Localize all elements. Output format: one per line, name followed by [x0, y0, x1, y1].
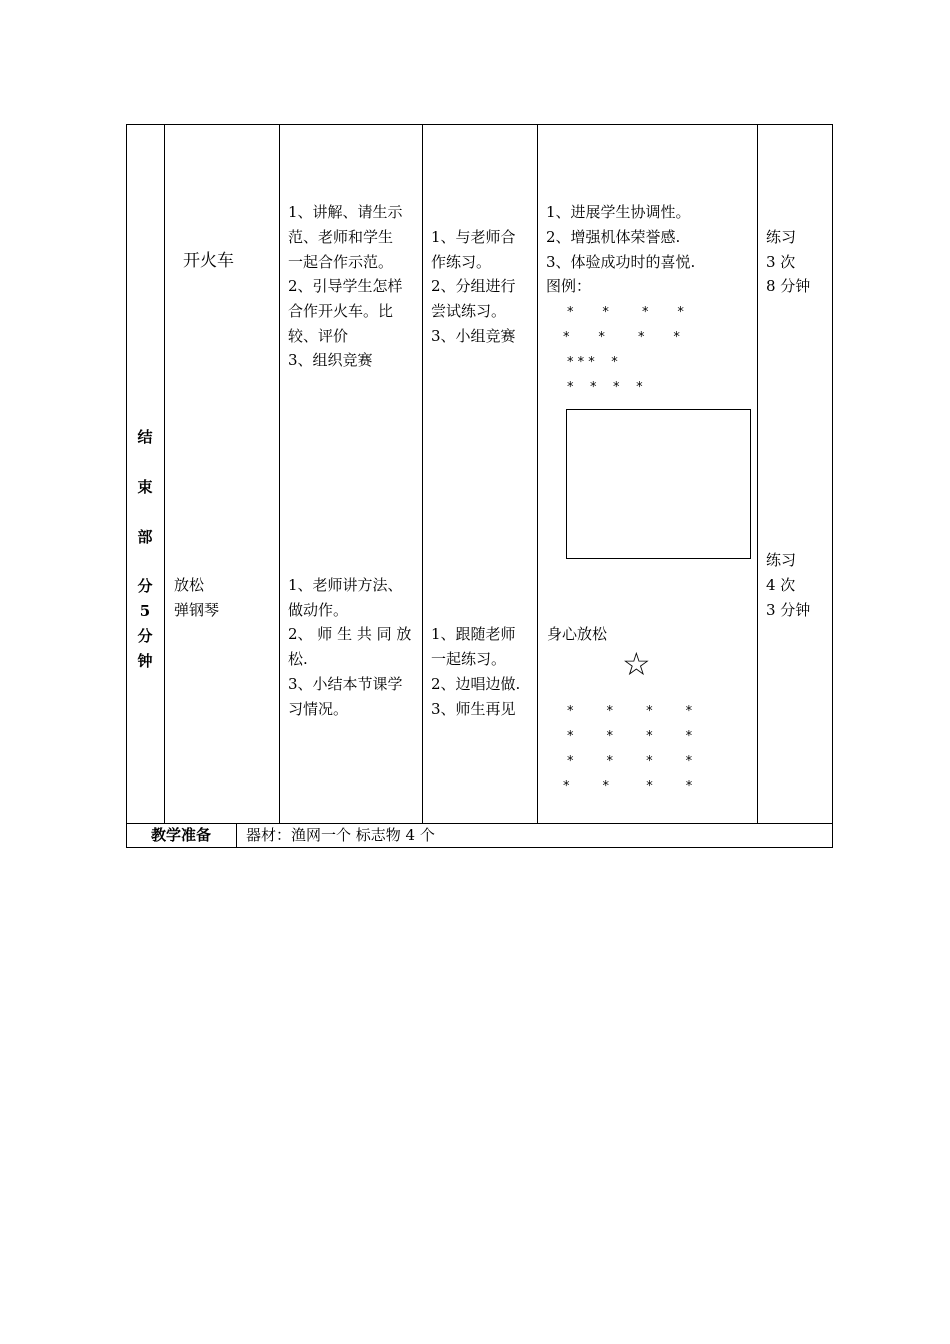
- teacher-line: 松.: [288, 650, 308, 668]
- formation-row: * * * *: [563, 330, 680, 345]
- teacher-line: 习情况。: [288, 700, 349, 718]
- teacher-line: 做动作。: [288, 601, 349, 619]
- student-line: 3、师生再见: [431, 700, 516, 718]
- load-line: 练习: [766, 551, 797, 569]
- teacher-line: 1、老师讲方法、: [288, 576, 403, 594]
- load-line: 8 分钟: [766, 277, 811, 295]
- formation-row: * * * *: [563, 779, 693, 794]
- student-line: 2、边唱边做.: [431, 675, 521, 693]
- col-divider: [164, 124, 165, 823]
- section-char: 分: [137, 627, 153, 645]
- section-char: 5: [139, 602, 151, 620]
- star-icon: ☆: [622, 645, 651, 683]
- col-divider: [537, 124, 538, 823]
- col-divider: [757, 124, 758, 823]
- teacher-line: 2、 师 生 共 同 放: [288, 625, 412, 643]
- field-diagram-box: [566, 409, 751, 559]
- teacher-line: 3、组织竞赛: [288, 351, 373, 369]
- teacher-line: 一起合作示范。: [288, 253, 394, 271]
- col-divider: [422, 124, 423, 823]
- student-line: 1、与老师合: [431, 228, 516, 246]
- section-char: 结: [137, 428, 153, 446]
- section-char: 分: [137, 577, 153, 595]
- prep-label: 教学准备: [150, 826, 211, 844]
- load-line: 3 分钟: [766, 601, 811, 619]
- section-char: 部: [137, 528, 153, 546]
- formation-row: * * * *: [567, 355, 618, 370]
- section-char: 钟: [137, 652, 153, 670]
- teacher-line: 3、小结本节课学: [288, 675, 403, 693]
- col-divider: [279, 124, 280, 823]
- student-line: 3、小组竞赛: [431, 327, 516, 345]
- prep-content: 器材：渔网一个 标志物 4 个: [246, 826, 435, 844]
- activity2-goal: 身心放松: [547, 625, 608, 643]
- section-char: 束: [137, 478, 153, 496]
- student-line: 作练习。: [431, 253, 492, 271]
- goal-line: 1、进展学生协调性。: [546, 203, 691, 221]
- formation-row: * * * *: [567, 305, 684, 320]
- load-line: 练习: [766, 228, 797, 246]
- teacher-line: 范、老师和学生: [288, 228, 394, 246]
- student-line: 1、跟随老师: [431, 625, 516, 643]
- goal-line: 2、增强机体荣誉感.: [546, 228, 681, 246]
- student-line: 2、分组进行: [431, 277, 516, 295]
- activity2-name-line: 放松: [174, 576, 205, 594]
- teacher-line: 较、评价: [288, 327, 349, 345]
- goal-line: 3、体验成功时的喜悦.: [546, 253, 696, 271]
- teacher-line: 1、讲解、请生示: [288, 203, 403, 221]
- formation-row: * * * *: [567, 380, 643, 395]
- activity1-name: 开火车: [183, 251, 234, 271]
- formation-row: * * * *: [567, 729, 693, 744]
- student-line: 一起练习。: [431, 650, 507, 668]
- formation-row: * * * *: [567, 754, 693, 769]
- footer-divider: [236, 823, 237, 848]
- student-line: 尝试练习。: [431, 302, 507, 320]
- load-line: 4 次: [766, 576, 796, 594]
- teacher-line: 合作开火车。比: [288, 302, 394, 320]
- goal-line: 图例：: [546, 277, 592, 295]
- load-line: 3 次: [766, 253, 796, 271]
- activity2-name-line: 弹钢琴: [174, 601, 220, 619]
- formation-row: * * * *: [567, 704, 693, 719]
- teacher-line: 2、引导学生怎样: [288, 277, 403, 295]
